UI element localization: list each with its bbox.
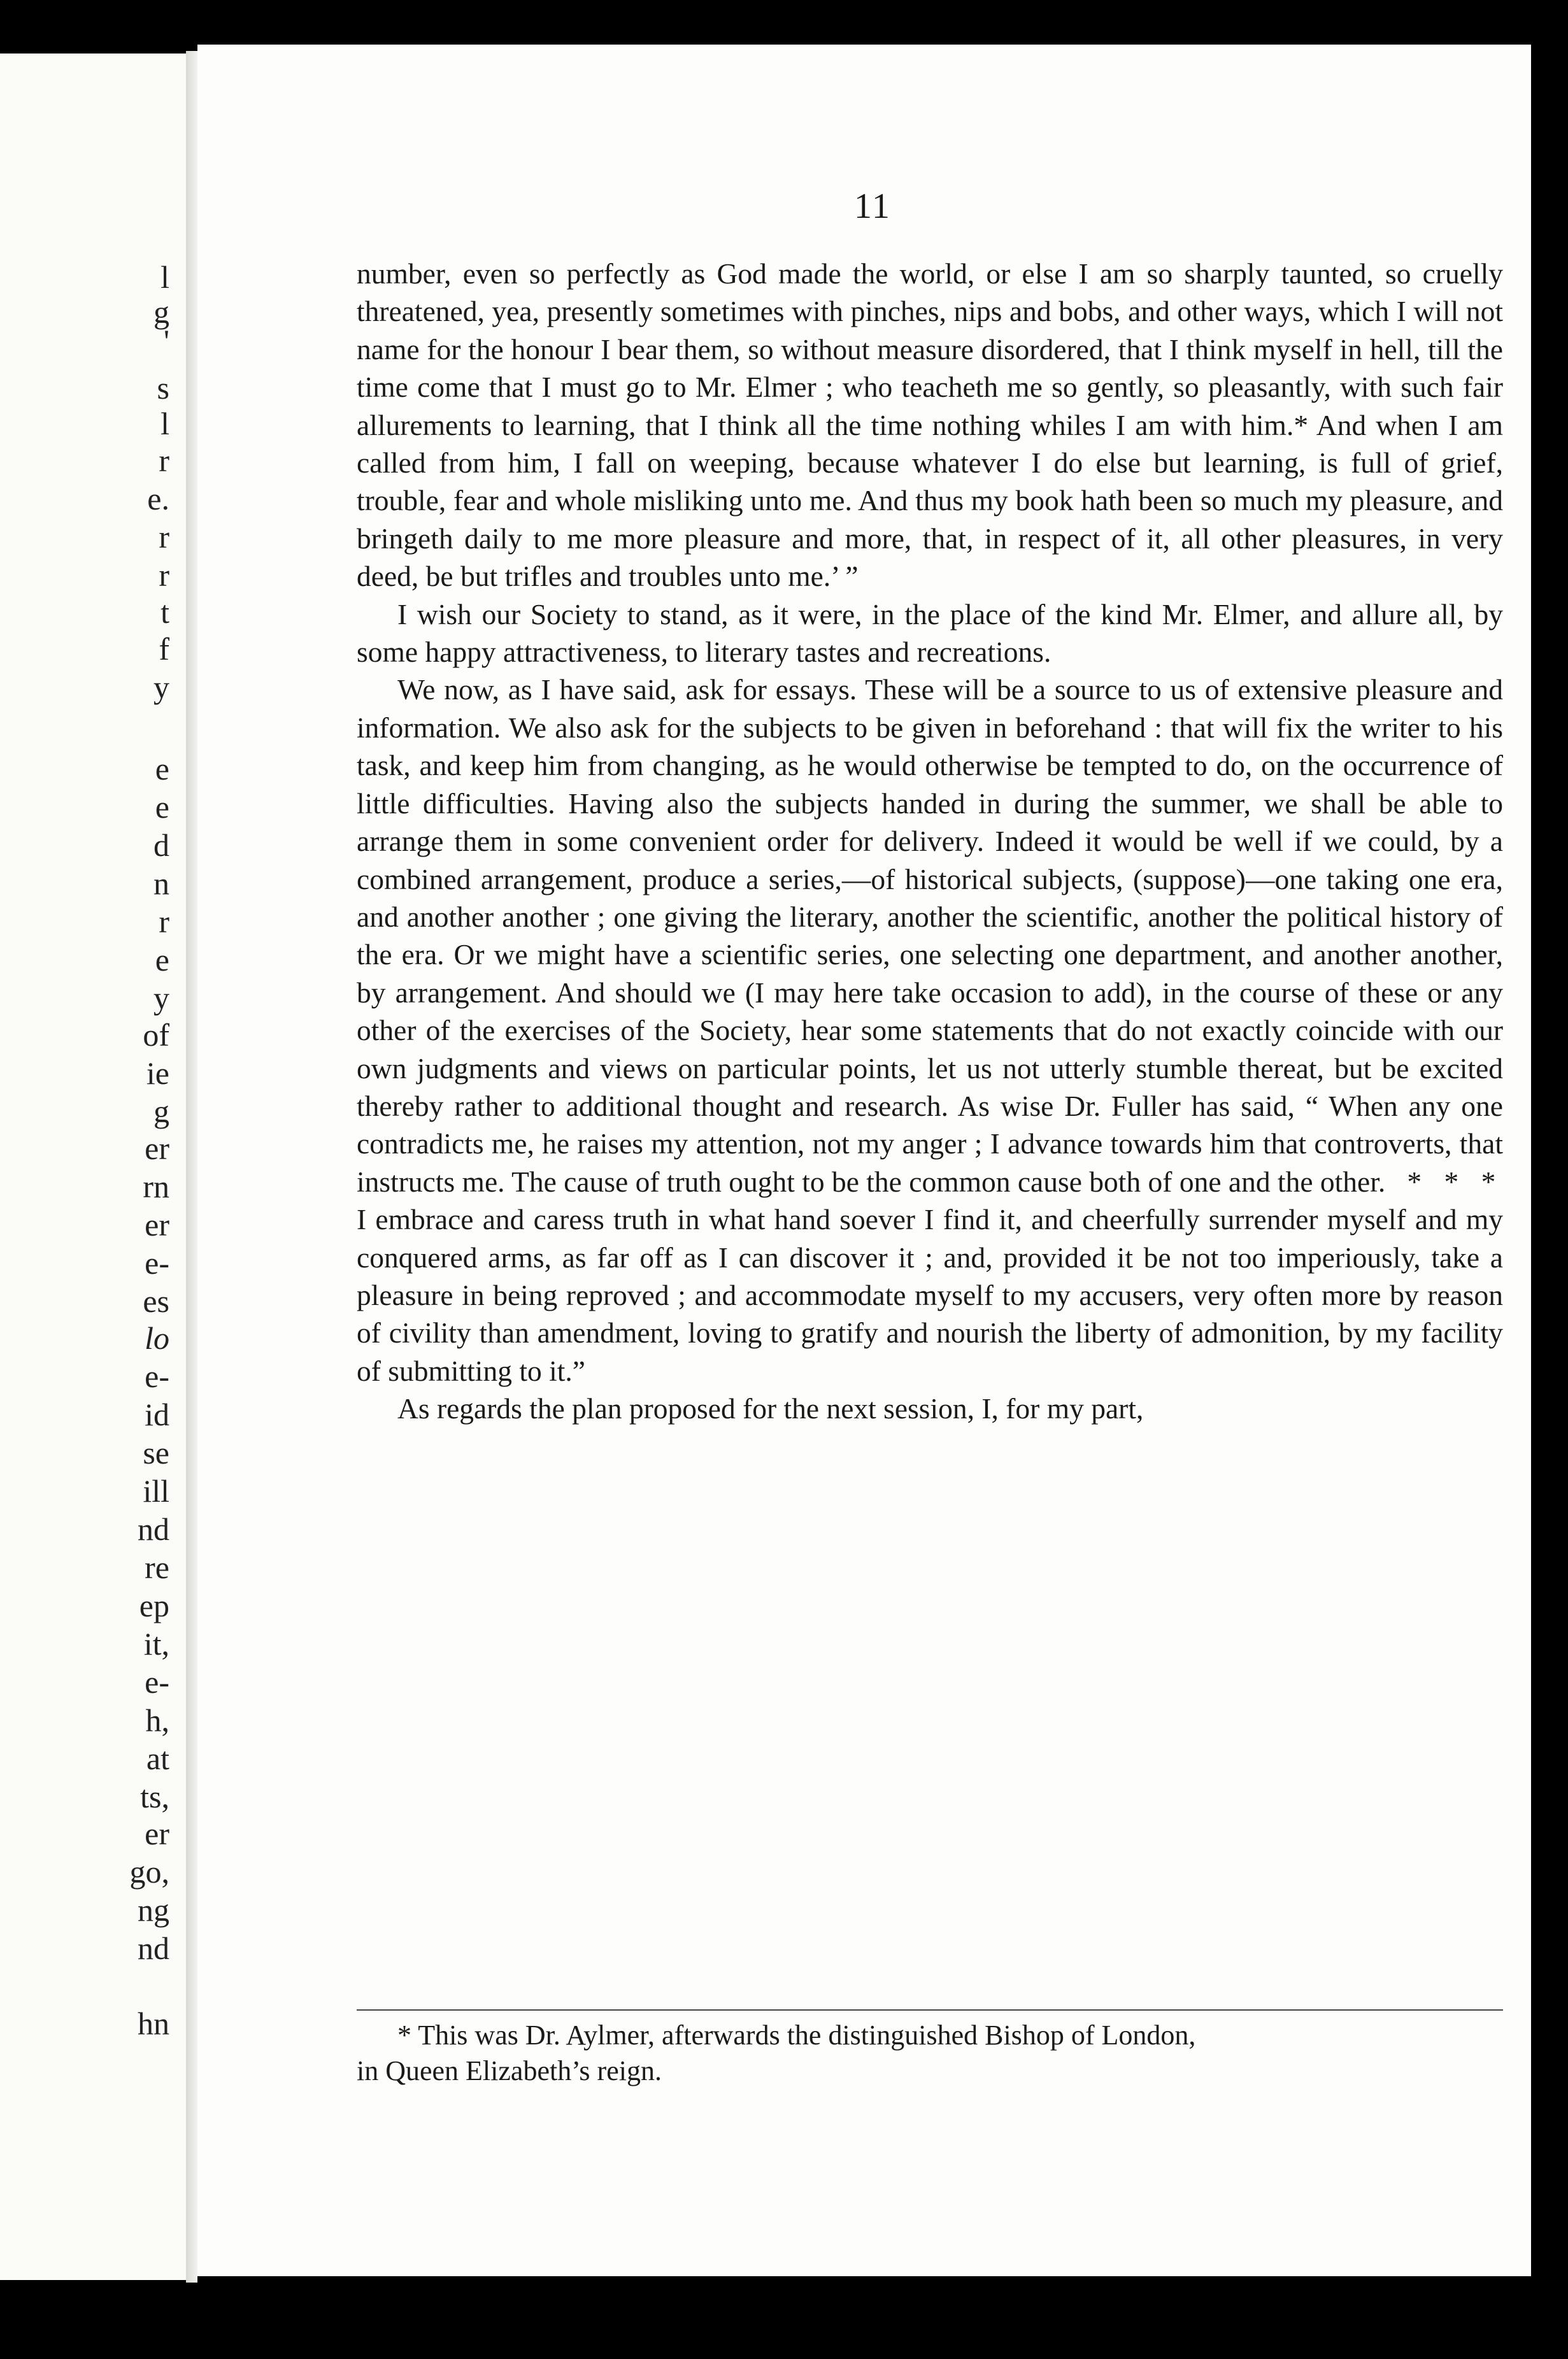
left-fragment: e: [155, 942, 169, 978]
left-fragment: hn: [138, 2006, 169, 2041]
left-fragment: er: [145, 1207, 169, 1243]
left-fragment: ep: [139, 1588, 169, 1623]
left-fragment: n: [153, 866, 169, 901]
left-page-fragments: [0, 53, 178, 2280]
footnote-line-2: in Queen Elizabeth’s reign.: [357, 2055, 662, 2086]
left-fragment: re: [145, 1550, 169, 1585]
left-fragment: e-: [145, 1664, 169, 1700]
footnote-rule: [357, 2009, 1503, 2011]
left-fragment: se: [143, 1435, 169, 1471]
paragraph-5: As regards the plan proposed for the next session, I, for my part,: [397, 1392, 1144, 1425]
left-fragment: e.: [147, 481, 169, 517]
page-gutter: [186, 51, 197, 2283]
left-fragment: h,: [145, 1702, 169, 1738]
paragraph-4: I embrace and caress truth in what hand soever I find it, and cheerfully surrender myself and my conquered arms, as far off as I can discover it ; and, provided it be not too imperiously, take a pleasure in being reproved ; and accommodate myself to my accusers, very often more by reason of civility than amendment, loving to gratify and nourish the liberty of admonition, by my facility of submitting to it.”: [357, 1203, 1503, 1387]
paragraph-1: number, even so perfectly as God made the world, or else I am so sharply taunted, so cruelly threatened, yea, presently sometimes with pinches, nips and bobs, and other ways, which I will not name for the honour I bear them, so without measure disordered, that I think myself in hell, till the time come that I must go to Mr. Elmer ; who teacheth me so gently, so pleasantly, with such fair allurements to learning, that I think all the time nothing whiles I am with him.* And when I am called from him, I fall on weeping, because whatever I do else but learning, is full of grief, trouble, fear and whole misliking unto me. And thus my book hath been so much my pleasure, and bringeth daily to me more pleasure and more, that, in respect of it, all other pleasures, in very deed, be but trifles and troubles unto me.’ ”: [357, 257, 1503, 593]
left-fragment: e: [155, 751, 169, 787]
left-fragment: l: [160, 406, 169, 441]
left-fragment: r: [159, 519, 169, 555]
left-fragment: t: [160, 594, 169, 630]
left-fragment: of: [143, 1017, 169, 1053]
left-fragment: d: [153, 827, 169, 863]
left-fragment: e: [155, 789, 169, 825]
left-fragment: s: [157, 370, 169, 406]
page-number: 11: [854, 187, 891, 226]
left-fragment: er: [145, 1816, 169, 1851]
footnote-line-1: * This was Dr. Aylmer, afterwards the distinguished Bishop of London,: [397, 2020, 1196, 2051]
left-fragment: e-: [145, 1358, 169, 1394]
paragraph-2: I wish our Society to stand, as it were, in the place of the kind Mr. Elmer, and allure all, by some happy attractiveness, to literary tastes and recreations.: [357, 597, 1503, 669]
paragraph-3: [357, 671, 1503, 1201]
left-fragment: r: [159, 443, 169, 478]
left-fragment: nd: [138, 1511, 169, 1547]
left-fragment: g: [153, 294, 169, 330]
right-page: [197, 45, 1531, 2276]
left-fragment: g: [153, 1094, 169, 1129]
left-fragment: nd: [138, 1930, 169, 1966]
left-fragment: ie: [146, 1055, 169, 1091]
left-fragment: e-: [145, 1245, 169, 1281]
left-fragment: it,: [143, 1626, 169, 1662]
footnote: [357, 2018, 1503, 2089]
body-text: [357, 255, 1503, 1428]
left-fragment: go,: [129, 1854, 169, 1890]
left-fragment: id: [145, 1397, 169, 1432]
left-fragment: er: [145, 1130, 169, 1166]
left-fragment: at: [146, 1741, 169, 1776]
left-fragment: rn: [143, 1169, 169, 1204]
paragraph-3-text: We now, as I have said, ask for essays. These will be a source to us of extensive pleasure and information. We also ask for the subjects to be given in beforehand : that will fix the writer to his task, and keep him from changing, as he would otherwise be tempted to do, on the occurrence of little difficulties. Having also the subjects handed in during the summer, we shall be able to arrange them in some convenient order for delivery. Indeed it would be well if we could, by a combined arrangement, produce a series,—of historical subjects, (suppose)—one taking one era, and another another ; one giving the literary, another the scientific, another the political history of the era. Or we might have a scientific series, one selecting one department, and another another, by arrangement. And should we (I may here take occasion to add), in the course of these or any other of the exercises of the Society, hear some statements that do not exactly coincide with our own judgments and views on particular points, let us not utterly stumble thereat, but be excited thereby rather to additional thought and research. As wise Dr. Fuller has said, “ When any one contradicts me, he raises my attention, not my anger ; I advance towards him that controverts, that instructs me. The cause of truth ought to be the common cause both of one and the other.: [357, 673, 1503, 1198]
left-fragment: es: [143, 1283, 169, 1319]
left-fragment: ts,: [140, 1779, 169, 1814]
ellipsis-stars: * * *: [1407, 1165, 1496, 1198]
left-fragment: l: [160, 259, 169, 295]
left-fragment: ng: [138, 1892, 169, 1928]
left-fragment: r: [159, 904, 169, 939]
left-page-edge: [0, 53, 187, 2280]
left-fragment: y: [153, 669, 169, 705]
left-fragment: lo: [145, 1320, 169, 1356]
left-fragment: y: [153, 980, 169, 1016]
left-fragment: f: [159, 631, 169, 667]
left-fragment: ill: [143, 1473, 169, 1509]
left-fragment: r: [159, 557, 169, 593]
left-fragment: ': [163, 323, 169, 359]
